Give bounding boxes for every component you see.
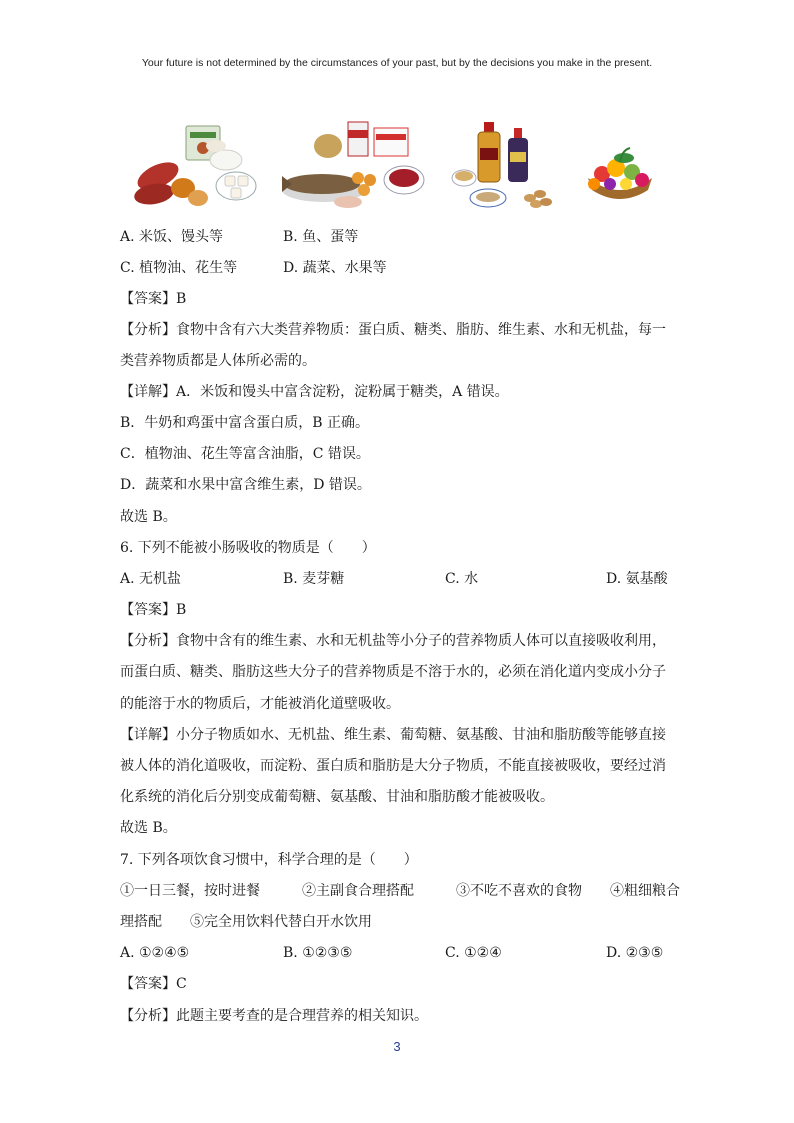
q6-answer: 【答案】B	[120, 602, 187, 618]
header-motto: Your future is not determined by the circumstances of your past, but by the decisions you make in the present.	[141, 57, 653, 69]
q7-option-c: C. ①②④	[445, 945, 502, 961]
q6-option-c: C. 水	[445, 571, 479, 587]
q5-analysis-line-2: 类营养物质都是人体所必需的。	[120, 353, 316, 369]
q6-detail-line-1: 【详解】小分子物质如水、无机盐、维生素、葡萄糖、氨基酸、甘油和脂肪酸等能够直接	[120, 727, 666, 743]
q7-analysis-line-1: 【分析】此题主要考查的是合理营养的相关知识。	[120, 1008, 428, 1024]
q5-analysis-line-1: 【分析】食物中含有六大类营养物质：蛋白质、糖类、脂肪、维生素、水和无机盐，每一	[120, 322, 666, 338]
q7-items-line-2: 理搭配 ⑤完全用饮料代替白开水饮用	[120, 914, 372, 930]
oil-food-image	[450, 118, 560, 218]
fruit-vegetable-image	[580, 118, 660, 218]
q7-option-b: B. ①②③⑤	[283, 945, 353, 961]
q5-conclusion: 故选 B。	[120, 509, 177, 525]
q5-answer: 【答案】B	[120, 291, 187, 307]
q7-option-d: D. ②③⑤	[606, 945, 664, 961]
page-number: 3	[393, 1039, 401, 1054]
q6-detail-line-2: 被人体的消化道吸收，而淀粉、蛋白质和脂肪是大分子物质，不能直接被吸收，要经过消	[120, 758, 666, 774]
q6-analysis-line-2: 而蛋白质、糖类、脂肪这些大分子的营养物质是不溶于水的，必须在消化道内变成小分子	[120, 664, 666, 680]
q5-detail-line-2: B．牛奶和鸡蛋中富含蛋白质，B 正确。	[120, 415, 370, 431]
staple-food-image	[128, 118, 258, 218]
q5-option-b: B. 鱼、蛋等	[283, 229, 359, 245]
q6-option-d: D. 氨基酸	[606, 571, 668, 587]
q6-analysis-line-3: 的能溶于水的物质后，才能被消化道壁吸收。	[120, 696, 400, 712]
q5-detail-line-3: C．植物油、花生等富含油脂，C 错误。	[120, 446, 370, 462]
q5-detail-line-1: 【详解】A．米饭和馒头中富含淀粉，淀粉属于糖类，A 错误。	[120, 384, 509, 400]
q5-option-d: D. 蔬菜、水果等	[283, 260, 387, 276]
q5-detail-line-4: D．蔬菜和水果中富含维生素，D 错误。	[120, 477, 371, 493]
q7-items-line-1: ①一日三餐，按时进餐 ②主副食合理搭配 ③不吃不喜欢的食物 ④粗细粮合	[120, 883, 680, 899]
q6-option-b: B. 麦芽糖	[283, 571, 345, 587]
q5-option-a: A. 米饭、馒头等	[120, 229, 224, 245]
q6-question: 6. 下列不能被小肠吸收的物质是（ ）	[120, 540, 376, 556]
q6-analysis-line-1: 【分析】食物中含有的维生素、水和无机盐等小分子的营养物质人体可以直接吸收利用，	[120, 633, 666, 649]
q6-option-a: A. 无机盐	[120, 571, 182, 587]
q7-answer: 【答案】C	[120, 976, 187, 992]
q6-conclusion: 故选 B。	[120, 820, 177, 836]
q6-detail-line-3: 化系统的消化后分别变成葡萄糖、氨基酸、甘油和脂肪酸才能被吸收。	[120, 789, 554, 805]
q7-question: 7. 下列各项饮食习惯中，科学合理的是（ ）	[120, 852, 418, 868]
food-images	[120, 118, 680, 218]
protein-food-image	[278, 118, 428, 218]
q5-option-c: C. 植物油、花生等	[120, 260, 238, 276]
q7-option-a: A. ①②④⑤	[120, 945, 190, 961]
